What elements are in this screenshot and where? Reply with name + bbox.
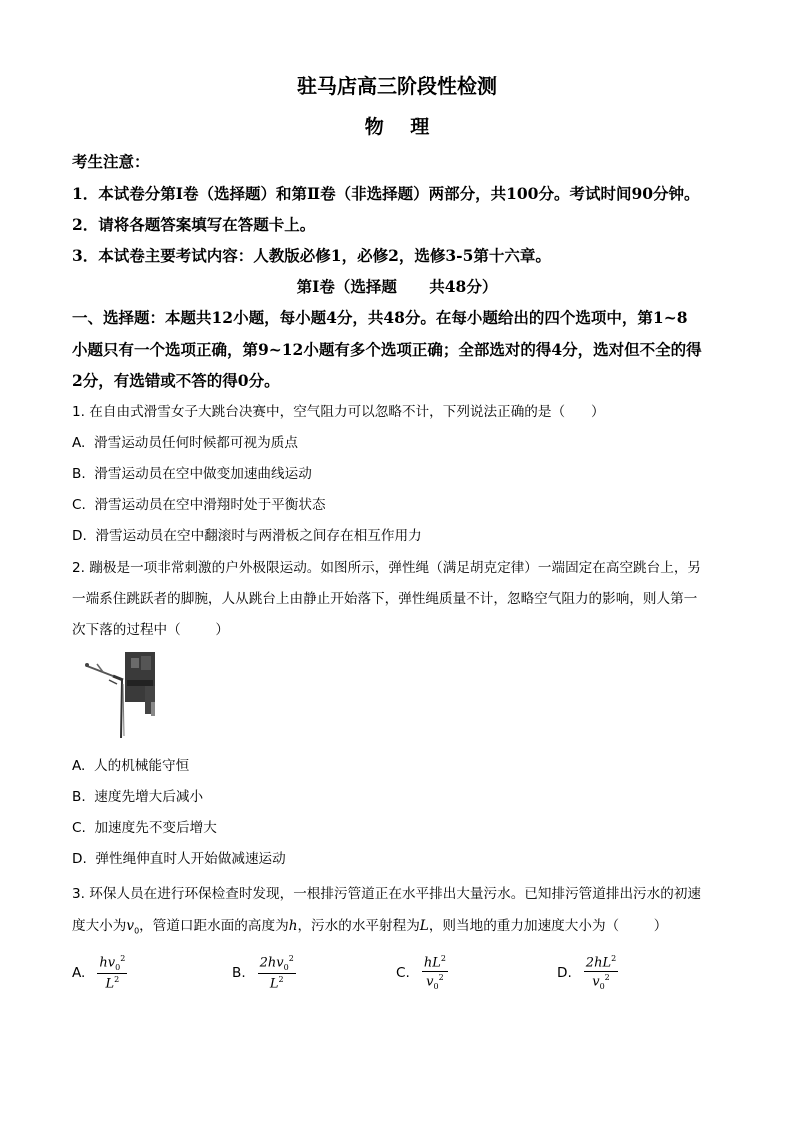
q3-stem-1: 3. 环保人员在进行环保检查时发现，一根排污管道正在水平排出大量污水。已知排污管道排出污水的初速 <box>72 886 702 902</box>
fraction: $\frac{hv_0^2}{L^2}$ <box>99 954 126 992</box>
q1-option-d: D. 滑雪运动员在空中翻滚时与两滑板之间存在相互作用力 <box>72 528 422 544</box>
q3-option-a: A. $\frac{hv_0^2}{L^2}$ <box>72 954 126 992</box>
q2-stem-1: 2. 蹦极是一项非常刺激的户外极限运动。如图所示，弹性绳（满足胡克定律）一端固定在高空跳台上，另 <box>72 560 702 576</box>
q1-option-c: C. 滑雪运动员在空中滑翔时处于平衡状态 <box>72 497 326 513</box>
q3-stem-2: 度大小为$v_0$，管道口距水面的高度为h，污水的水平射程为L，则当地的重力加速度大小为（ ） <box>72 918 668 936</box>
q1-stem: 1. 在自由式滑雪女子大跳台决赛中，空气阻力可以忽略不计，下列说法正确的是（ ） <box>72 404 605 420</box>
section-instruction-3: 2分，有选错或不答的得0分。 <box>72 371 280 390</box>
subject-title: 物 理 <box>364 116 430 138</box>
fraction: $\frac{hL^2}{v_0^2}$ <box>423 954 446 992</box>
section-instruction-1: 一、选择题：本题共12小题，每小题4分，共48分。在每小题给出的四个选项中，第1~8 <box>72 308 688 327</box>
notice-item-3: 3．本试卷主要考试内容：人教版必修1，必修2，选修3-5第十六章。 <box>72 246 551 265</box>
q2-option-c: C. 加速度先不变后增大 <box>72 820 217 836</box>
q3-option-d: D. $\frac{2hL^2}{v_0^2}$ <box>557 954 617 992</box>
q2-option-b: B. 速度先增大后减小 <box>72 789 204 805</box>
q3-option-b: B. $\frac{2hv_0^2}{L^2}$ <box>232 954 294 992</box>
notice-heading: 考生注意： <box>72 152 150 171</box>
q1-option-a: A. 滑雪运动员任何时候都可视为质点 <box>72 435 298 451</box>
q3-option-c: C. $\frac{hL^2}{v_0^2}$ <box>396 954 446 992</box>
section-title: 第Ⅰ卷（选择题 共48分） <box>296 277 498 296</box>
q2-stem-2: 一端系住跳跃者的脚腕，人从跳台上由静止开始落下，弹性绳质量不计，忽略空气阻力的影响，则人第一 <box>72 591 698 607</box>
notice-item-1: 1．本试卷分第Ⅰ卷（选择题）和第Ⅱ卷（非选择题）两部分，共100分。考试时间90分钟。 <box>72 184 700 203</box>
bungee-jump-photo <box>75 650 157 740</box>
fraction: $\frac{2hL^2}{v_0^2}$ <box>585 954 617 992</box>
notice-item-2: 2．请将各题答案填写在答题卡上。 <box>72 215 316 234</box>
q2-option-d: D. 弹性绳伸直时人开始做减速运动 <box>72 851 286 867</box>
q2-option-a: A. 人的机械能守恒 <box>72 758 190 774</box>
section-instruction-2: 小题只有一个选项正确，第9~12小题有多个选项正确；全部选对的得4分，选对但不全的得 <box>72 340 702 359</box>
fraction: $\frac{2hv_0^2}{L^2}$ <box>259 954 294 992</box>
q2-stem-3: 次下落的过程中（ ） <box>72 622 229 638</box>
exam-title: 驻马店高三阶段性检测 <box>297 74 497 98</box>
q1-option-b: B. 滑雪运动员在空中做变加速曲线运动 <box>72 466 312 482</box>
